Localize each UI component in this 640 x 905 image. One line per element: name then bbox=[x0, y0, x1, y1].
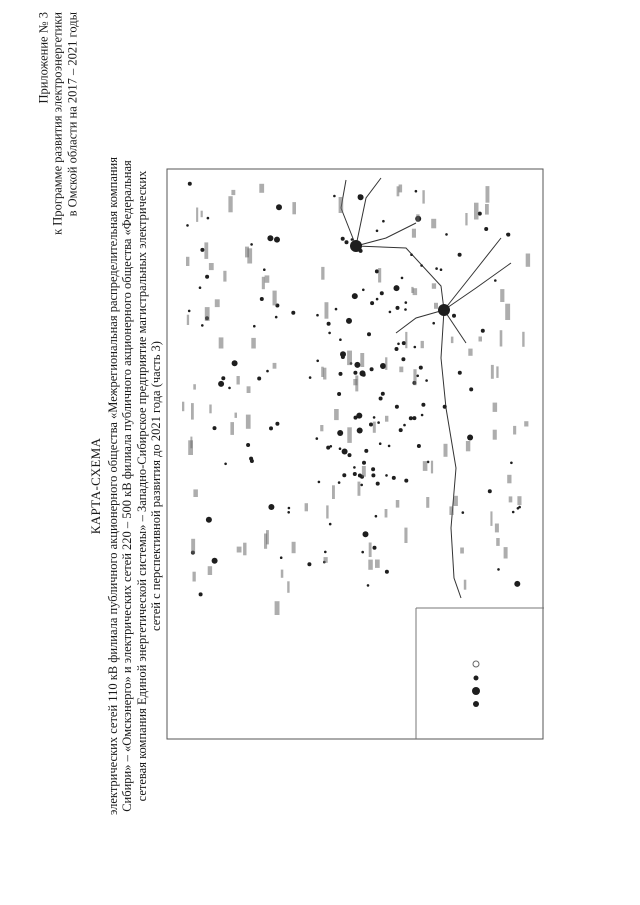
place-label-mark bbox=[413, 288, 418, 295]
place-label-mark bbox=[243, 543, 246, 556]
place-label-mark bbox=[513, 426, 516, 435]
place-label-mark bbox=[323, 368, 326, 380]
place-label-mark bbox=[201, 211, 203, 218]
place-label-mark bbox=[404, 528, 407, 543]
place-label-mark bbox=[325, 302, 329, 319]
map-border bbox=[167, 169, 543, 739]
settlement-dot bbox=[335, 308, 338, 311]
settlement-dot bbox=[506, 233, 509, 236]
place-label-mark bbox=[453, 496, 458, 506]
settlement-dot bbox=[280, 556, 283, 559]
settlement-dot bbox=[364, 449, 368, 453]
map-subtitle-line: электрических сетей 110 кВ филиала публичного акционерного общества «Межрегиональная распределительная компания bbox=[105, 157, 120, 816]
settlement-dot bbox=[396, 306, 400, 310]
settlement-dot bbox=[402, 341, 406, 345]
place-label-mark bbox=[215, 299, 220, 307]
settlement-dot bbox=[403, 424, 406, 427]
settlement-dot bbox=[404, 479, 408, 483]
place-label-mark bbox=[460, 548, 464, 554]
place-label-mark bbox=[223, 271, 226, 282]
settlement-dot bbox=[419, 366, 423, 370]
settlement-dot bbox=[385, 474, 388, 477]
settlement-dot bbox=[307, 562, 311, 566]
settlement-dot bbox=[481, 329, 485, 333]
legend-substation-110-icon bbox=[474, 676, 479, 681]
settlement-dot bbox=[494, 279, 497, 282]
settlement-dot bbox=[488, 489, 492, 493]
settlement-dot bbox=[351, 238, 354, 241]
place-label-mark bbox=[237, 376, 240, 385]
place-label-mark bbox=[373, 422, 376, 433]
place-label-mark bbox=[187, 315, 189, 325]
settlement-dot bbox=[414, 346, 417, 349]
settlement-dot bbox=[401, 357, 405, 361]
settlement-dot bbox=[367, 332, 371, 336]
settlement-dot bbox=[360, 370, 366, 376]
settlement-dot bbox=[342, 473, 346, 477]
place-label-mark bbox=[464, 580, 467, 590]
place-label-mark bbox=[434, 303, 438, 309]
place-label-mark bbox=[191, 403, 194, 420]
settlement-dot bbox=[445, 233, 448, 236]
settlement-dot bbox=[458, 371, 462, 375]
settlement-dot bbox=[440, 268, 443, 271]
settlement-dot bbox=[200, 248, 204, 252]
place-label-mark bbox=[237, 547, 242, 553]
place-label-mark bbox=[287, 581, 289, 593]
place-label-mark bbox=[358, 482, 361, 496]
settlement-dot bbox=[388, 445, 391, 448]
settlement-dot bbox=[287, 511, 290, 514]
place-label-mark bbox=[246, 415, 251, 429]
legend-substation-500-icon bbox=[472, 687, 480, 695]
settlement-dot bbox=[253, 325, 256, 328]
place-label-mark bbox=[466, 441, 470, 451]
settlement-dot bbox=[371, 473, 375, 477]
settlement-dot bbox=[341, 237, 345, 241]
power-line bbox=[444, 238, 501, 310]
settlement-dot bbox=[458, 253, 462, 257]
settlement-dot bbox=[376, 298, 379, 301]
settlement-dot bbox=[360, 484, 363, 487]
settlement-dot bbox=[348, 453, 352, 457]
settlement-dot bbox=[512, 511, 515, 514]
appendix-line: Приложение № 3 bbox=[36, 12, 51, 104]
settlement-dot bbox=[417, 444, 421, 448]
power-line bbox=[341, 180, 356, 246]
settlement-dot bbox=[201, 324, 204, 327]
settlement-dot bbox=[385, 570, 389, 574]
place-label-mark bbox=[426, 497, 429, 508]
place-label-mark bbox=[493, 430, 497, 440]
place-label-mark bbox=[324, 557, 328, 563]
place-label-mark bbox=[265, 275, 270, 282]
settlement-dot bbox=[318, 481, 321, 484]
place-label-mark bbox=[485, 204, 489, 215]
place-label-mark bbox=[231, 190, 235, 195]
settlement-dot bbox=[263, 268, 266, 271]
place-label-mark bbox=[451, 337, 454, 344]
place-label-mark bbox=[259, 184, 264, 193]
settlement-dot bbox=[392, 476, 396, 480]
place-label-mark bbox=[496, 538, 500, 546]
place-label-mark bbox=[524, 421, 528, 426]
settlement-dot bbox=[376, 230, 379, 233]
settlement-dot bbox=[421, 414, 424, 417]
place-label-mark bbox=[444, 444, 448, 457]
place-label-mark bbox=[339, 197, 344, 213]
settlement-dot bbox=[275, 422, 279, 426]
settlement-dot bbox=[379, 397, 383, 401]
place-label-mark bbox=[334, 409, 339, 420]
settlement-dot bbox=[497, 568, 500, 571]
place-label-mark bbox=[193, 384, 196, 389]
map-title-block bbox=[89, 106, 163, 866]
settlement-dot bbox=[353, 472, 357, 476]
map-subtitle-line: сетевая компания Единой энергетической системы» – Западно-Сибирское предприятие магистральных электрических bbox=[134, 170, 149, 802]
settlement-dot bbox=[416, 375, 419, 378]
power-line bbox=[444, 263, 511, 310]
place-label-mark bbox=[219, 337, 224, 348]
settlement-dot bbox=[342, 449, 348, 455]
settlement-markers bbox=[186, 182, 521, 597]
place-label-mark bbox=[423, 461, 428, 471]
place-label-mark bbox=[186, 257, 189, 266]
place-label-mark bbox=[362, 466, 366, 477]
place-label-mark bbox=[375, 560, 380, 568]
settlement-dot bbox=[316, 437, 319, 440]
place-label-mark bbox=[517, 496, 521, 505]
settlement-dot bbox=[337, 430, 343, 436]
appendix-label bbox=[36, 12, 79, 312]
place-label-mark bbox=[235, 413, 238, 418]
settlement-dot bbox=[412, 416, 416, 420]
settlement-dot bbox=[346, 318, 352, 324]
appendix-line: в Омской области на 2017 – 2021 годы bbox=[65, 12, 80, 217]
place-label-mark bbox=[209, 405, 211, 414]
settlement-dot bbox=[435, 267, 438, 270]
settlement-dot bbox=[199, 286, 202, 289]
place-label-mark bbox=[196, 208, 198, 222]
place-label-mark bbox=[205, 307, 210, 321]
settlement-dot bbox=[357, 428, 363, 434]
settlement-dot bbox=[484, 227, 488, 231]
map-legend bbox=[416, 608, 544, 739]
settlement-dot bbox=[199, 592, 203, 596]
settlement-dot bbox=[309, 376, 312, 379]
settlement-dot bbox=[415, 190, 418, 193]
place-label-mark bbox=[412, 229, 416, 238]
settlement-dot bbox=[518, 506, 521, 509]
settlement-dot bbox=[228, 387, 231, 390]
place-label-mark bbox=[491, 365, 494, 379]
settlement-dot bbox=[514, 581, 520, 587]
power-line bbox=[356, 246, 444, 310]
settlement-dot bbox=[371, 467, 375, 471]
place-label-mark bbox=[209, 263, 214, 270]
place-label-mark bbox=[275, 601, 280, 615]
settlement-dot bbox=[326, 446, 330, 450]
settlement-dot bbox=[218, 381, 224, 387]
settlement-dot bbox=[397, 343, 400, 346]
legend-projected-icon bbox=[473, 661, 479, 667]
settlement-dot bbox=[337, 392, 341, 396]
settlement-dot bbox=[373, 546, 377, 550]
place-label-mark bbox=[496, 366, 498, 378]
place-label-mark bbox=[416, 214, 419, 222]
settlement-dot bbox=[186, 224, 189, 227]
settlement-dot bbox=[379, 442, 382, 445]
place-label-mark bbox=[262, 277, 265, 289]
settlement-dot bbox=[257, 377, 261, 381]
place-label-mark bbox=[320, 425, 323, 431]
settlement-dot bbox=[394, 285, 400, 291]
place-label-mark bbox=[188, 440, 193, 455]
settlement-dot bbox=[338, 481, 341, 484]
settlement-dot bbox=[377, 421, 380, 424]
settlement-dot bbox=[288, 507, 291, 510]
place-label-mark bbox=[266, 530, 269, 544]
settlement-dot bbox=[250, 243, 253, 246]
settlement-dot bbox=[333, 195, 336, 198]
settlement-dot bbox=[266, 370, 269, 373]
settlement-dot bbox=[401, 277, 404, 280]
place-label-mark bbox=[347, 351, 352, 366]
settlement-dot bbox=[382, 220, 385, 223]
place-label-mark bbox=[369, 543, 372, 558]
place-label-mark bbox=[493, 403, 498, 412]
settlement-dot bbox=[269, 426, 273, 430]
settlement-dot bbox=[339, 447, 342, 450]
settlement-dot bbox=[327, 322, 331, 326]
place-label-mark bbox=[204, 242, 208, 259]
settlement-dot bbox=[376, 482, 380, 486]
place-label-mark bbox=[326, 505, 328, 518]
settlement-dot bbox=[395, 405, 399, 409]
settlement-dot bbox=[224, 463, 227, 466]
settlement-dot bbox=[462, 511, 465, 514]
settlement-dot bbox=[188, 310, 191, 313]
place-label-mark bbox=[368, 560, 373, 570]
place-label-mark bbox=[292, 202, 296, 214]
place-label-mark bbox=[396, 500, 400, 508]
place-label-mark bbox=[228, 196, 232, 212]
settlement-dot bbox=[206, 517, 212, 523]
place-label-mark bbox=[245, 247, 249, 258]
substation-500kv-icon bbox=[438, 304, 450, 316]
settlement-dot bbox=[361, 551, 364, 554]
place-label-mark bbox=[378, 268, 381, 282]
settlement-dot bbox=[395, 347, 399, 351]
settlement-dot bbox=[367, 584, 370, 587]
settlement-dot bbox=[339, 338, 342, 341]
place-label-mark bbox=[421, 341, 424, 348]
settlement-dot bbox=[341, 355, 345, 359]
settlement-dot bbox=[221, 376, 225, 380]
settlement-dot bbox=[267, 235, 273, 241]
place-label-mark bbox=[321, 267, 324, 280]
settlement-dot bbox=[380, 291, 384, 295]
settlement-dot bbox=[352, 293, 358, 299]
settlement-dot bbox=[370, 301, 374, 305]
map-canvas bbox=[166, 168, 544, 740]
place-label-mark bbox=[431, 461, 433, 474]
settlement-dot bbox=[353, 466, 356, 469]
place-label-mark bbox=[509, 496, 513, 502]
place-label-mark bbox=[479, 337, 483, 342]
settlement-dot bbox=[369, 423, 373, 427]
place-label-mark bbox=[193, 489, 198, 497]
place-label-mark bbox=[273, 291, 277, 306]
settlement-dot bbox=[345, 240, 349, 244]
settlement-dot bbox=[205, 275, 209, 279]
place-label-mark bbox=[385, 357, 387, 370]
power-line bbox=[396, 310, 444, 333]
place-label-mark bbox=[495, 524, 499, 533]
place-label-mark bbox=[281, 570, 284, 578]
place-label-mark bbox=[468, 349, 472, 356]
settlement-dot bbox=[207, 217, 210, 220]
map-subtitle-line: Сибири» – «Омскэнерго» и электрических сетей 220 – 500 кВ филиала публичного акционерного общества «Федеральная bbox=[120, 160, 135, 812]
place-label-mark bbox=[490, 511, 492, 526]
place-label-mark bbox=[474, 203, 479, 220]
settlement-dot bbox=[432, 322, 435, 325]
appendix-line: к Программе развития электроэнергетики bbox=[50, 12, 65, 235]
place-label-mark bbox=[500, 330, 503, 346]
settlement-dot bbox=[232, 360, 238, 366]
place-label-mark bbox=[182, 402, 184, 412]
place-label-mark bbox=[292, 542, 296, 553]
settlement-dot bbox=[409, 416, 413, 420]
settlement-dot bbox=[399, 428, 403, 432]
place-label-mark bbox=[526, 254, 530, 267]
settlement-dot bbox=[467, 435, 473, 441]
settlement-dot bbox=[362, 289, 365, 292]
place-label-mark bbox=[405, 332, 407, 348]
place-label-mark bbox=[273, 363, 277, 369]
settlement-dot bbox=[405, 301, 408, 304]
place-label-mark bbox=[449, 506, 453, 515]
place-label-mark bbox=[305, 503, 308, 511]
place-label-mark bbox=[507, 475, 511, 484]
settlement-dot bbox=[420, 264, 423, 267]
place-label-mark bbox=[208, 566, 212, 575]
settlement-dot bbox=[212, 558, 218, 564]
place-label-mark bbox=[332, 485, 335, 499]
settlement-dot bbox=[404, 308, 407, 311]
place-label-mark bbox=[360, 353, 364, 367]
settlement-dot bbox=[421, 403, 425, 407]
settlement-dot bbox=[358, 474, 362, 478]
place-label-mark bbox=[431, 219, 436, 229]
place-label-mark bbox=[413, 369, 416, 385]
place-label-mark bbox=[191, 539, 195, 554]
settlement-dot bbox=[358, 194, 362, 198]
settlement-dot bbox=[328, 332, 331, 335]
settlement-dot bbox=[324, 551, 327, 554]
settlement-dot bbox=[246, 443, 250, 447]
place-label-mark bbox=[522, 332, 524, 347]
settlement-dot bbox=[373, 416, 376, 419]
settlement-dot bbox=[452, 314, 456, 318]
settlement-dot bbox=[381, 392, 385, 396]
settlement-dot bbox=[329, 523, 332, 526]
place-label-mark bbox=[251, 338, 256, 349]
power-line bbox=[356, 223, 416, 246]
place-label-mark bbox=[500, 289, 504, 302]
place-label-mark bbox=[486, 186, 490, 203]
settlement-dot bbox=[389, 311, 392, 314]
settlement-dot bbox=[425, 379, 428, 382]
legend-substation-220-icon bbox=[473, 701, 479, 707]
settlement-dot bbox=[359, 249, 363, 253]
place-label-mark bbox=[399, 185, 403, 193]
place-label-mark bbox=[385, 509, 388, 518]
place-label-mark bbox=[422, 190, 424, 203]
settlement-dot bbox=[213, 426, 217, 430]
settlement-dot bbox=[375, 515, 378, 518]
settlement-dot bbox=[275, 316, 278, 319]
place-label-mark bbox=[432, 283, 436, 289]
settlement-dot bbox=[268, 504, 274, 510]
place-label-mark bbox=[355, 376, 358, 392]
settlement-dot bbox=[443, 405, 447, 409]
settlement-dot bbox=[356, 413, 362, 419]
power-grid-map bbox=[166, 168, 544, 740]
settlement-dot bbox=[316, 360, 319, 363]
settlement-dot bbox=[316, 314, 319, 317]
settlement-dot bbox=[370, 367, 374, 371]
settlement-dot bbox=[410, 253, 413, 256]
place-label-mark bbox=[385, 416, 388, 422]
map-title: КАРТА-СХЕМА bbox=[87, 437, 103, 535]
settlement-dot bbox=[339, 372, 343, 376]
place-label-mark bbox=[193, 572, 196, 582]
place-label-mark bbox=[504, 547, 508, 558]
settlement-dot bbox=[291, 311, 295, 315]
place-label-mark bbox=[347, 427, 352, 443]
settlement-dot bbox=[188, 182, 192, 186]
settlement-dot bbox=[249, 457, 253, 461]
place-label-mark bbox=[465, 213, 467, 225]
settlement-dot bbox=[469, 387, 473, 391]
settlement-dot bbox=[353, 371, 357, 375]
settlement-dot bbox=[510, 462, 513, 465]
settlement-dot bbox=[362, 461, 366, 465]
map-subtitle-line: сетей с перспективной развития до 2021 года (часть 3) bbox=[148, 341, 163, 631]
settlement-dot bbox=[276, 204, 282, 210]
settlement-dot bbox=[354, 362, 360, 368]
settlement-dot bbox=[363, 531, 369, 537]
settlement-dot bbox=[260, 297, 264, 301]
place-label-mark bbox=[399, 367, 403, 373]
settlement-dot bbox=[274, 237, 280, 243]
place-label-mark bbox=[230, 422, 234, 435]
place-label-mark bbox=[505, 304, 510, 320]
place-label-mark bbox=[247, 386, 251, 393]
power-line bbox=[356, 178, 381, 246]
